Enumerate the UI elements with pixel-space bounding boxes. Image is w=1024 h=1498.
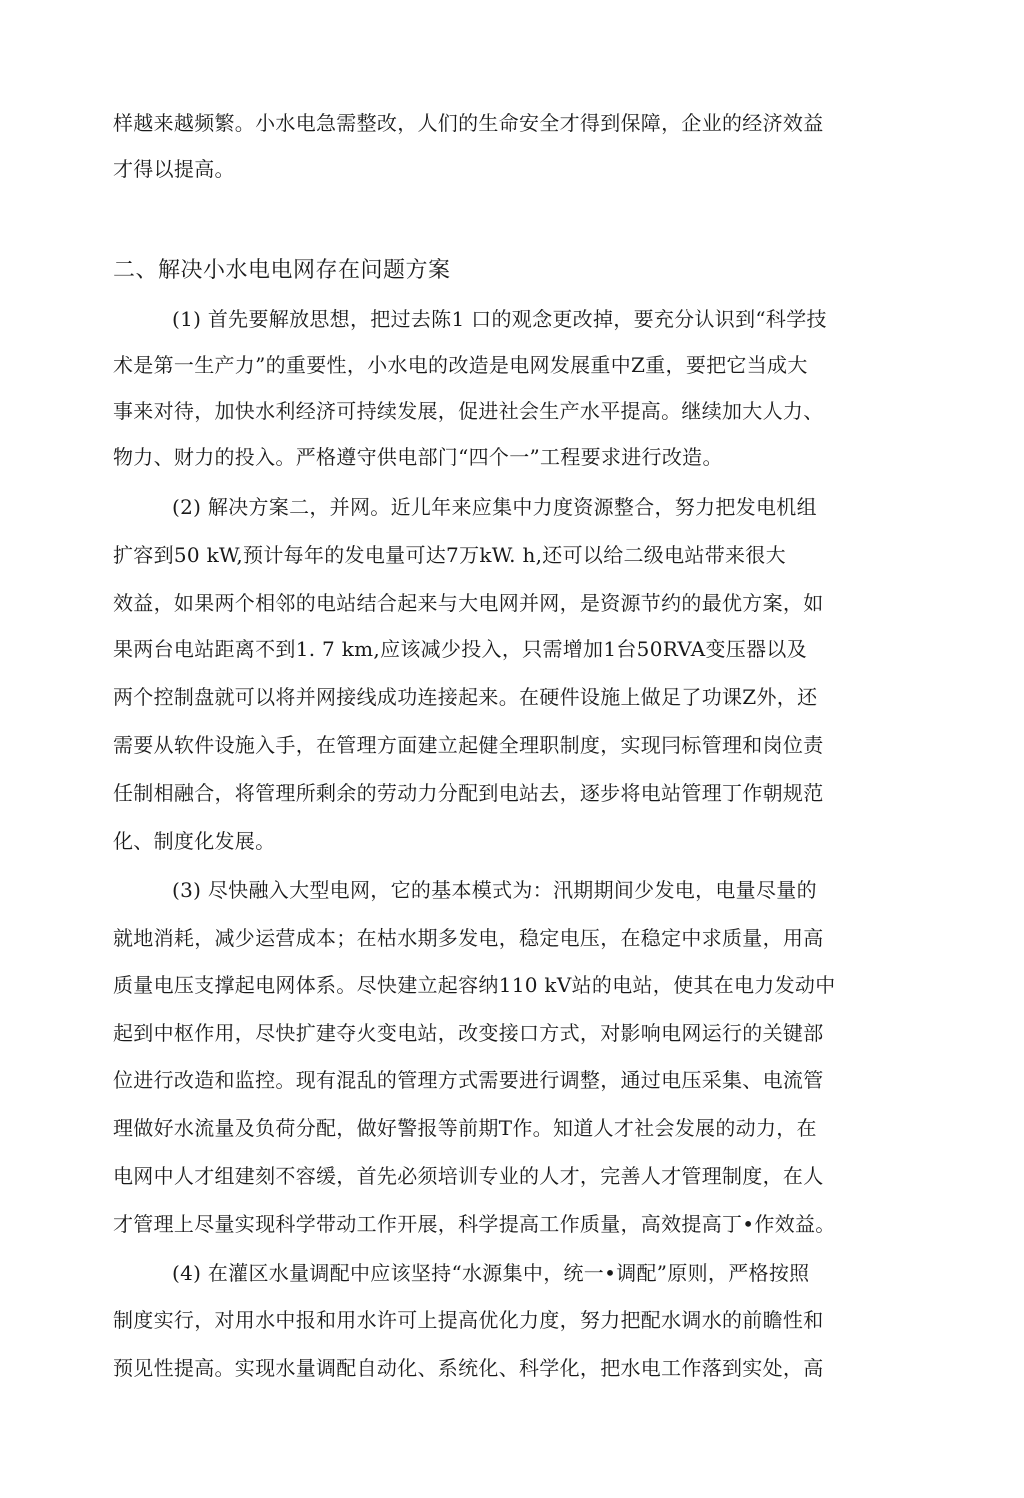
paragraph-3-line-2: 就地消耗，减少运营成本；在枯水期多发电，稳定电压，在稳定中求质量，用高 — [113, 926, 824, 950]
section-heading: 二、解决小水电电网存在问题方案 — [113, 258, 451, 283]
paragraph-1-line-1: (1) 首先要解放思想，把过去陈1 口的观念更改掉，要充分认识到“科学技 — [172, 307, 827, 331]
intro-line-2: 才得以提高。 — [113, 157, 235, 181]
paragraph-1-line-3: 事来对待，加快水利经济可持续发展，促进社会生产水平提高。继续加大人力、 — [113, 399, 824, 423]
paragraph-3-line-7: 电网中人才组建刻不容缓，首先必须培训专业的人才，完善人才管理制度，在人 — [113, 1164, 824, 1188]
paragraph-3-line-3: 质量电压支撑起电网体系。尽快建立起容纳110 kV站的电站，使其在电力发动中 — [113, 973, 836, 997]
paragraph-1-line-2: 术是第一生产力”的重要性，小水电的改造是电网发展重中Z重，要把它当成大 — [113, 353, 808, 377]
paragraph-3-line-8: 才管理上尽量实现科学带动工作开展，科学提高工作质量，高效提高丁•作效益。 — [113, 1212, 836, 1236]
paragraph-4-line-3: 预见性提高。实现水量调配自动化、系统化、科学化，把水电工作落到实处，高 — [113, 1356, 824, 1380]
paragraph-2-line-7: 任制相融合，将管理所剩余的劳动力分配到电站去，逐步将电站管理丁作朝规范 — [113, 781, 824, 805]
paragraph-1-line-4: 物力、财力的投入。严格遵守供电部门“四个一”工程要求进行改造。 — [113, 445, 723, 469]
paragraph-2-line-8: 化、制度化发展。 — [113, 829, 276, 853]
paragraph-2-line-3: 效益，如果两个相邻的电站结合起来与大电网并网，是资源节约的最优方案，如 — [113, 591, 824, 615]
paragraph-3-line-6: 理做好水流量及负荷分配，做好警报等前期T作。知道人才社会发展的动力，在 — [113, 1116, 817, 1140]
paragraph-3-line-1: (3) 尽快融入大型电网，它的基本模式为：汛期期间少发电，电量尽量的 — [172, 878, 817, 902]
paragraph-2-line-4: 果两台电站距离不到1. 7 km,应该减少投入，只需增加1台50RVA变压器以及 — [113, 637, 808, 661]
paragraph-2-line-5: 两个控制盘就可以将并网接线成功连接起来。在硬件设施上做足了功课Z外，还 — [113, 685, 818, 709]
intro-line-1: 样越来越频繁。小水电急需整改，人们的生命安全才得到保障，企业的经济效益 — [113, 111, 824, 135]
paragraph-3-line-5: 位进行改造和监控。现有混乱的管理方式需要进行调整，通过电压采集、电流管 — [113, 1068, 824, 1092]
paragraph-4-line-1: (4) 在灌区水量调配中应该坚持“水源集中，统一•调配”原则，严格按照 — [172, 1261, 810, 1285]
paragraph-2-line-1: (2) 解决方案二，并网。近儿年来应集中力度资源整合，努力把发电机组 — [172, 495, 817, 519]
paragraph-3-line-4: 起到中枢作用，尽快扩建夺火变电站，改变接口方式，对影响电网运行的关键部 — [113, 1021, 824, 1045]
paragraph-2-line-6: 需要从软件设施入手，在管理方面建立起健全理职制度，实现冃标管理和岗位责 — [113, 733, 824, 757]
paragraph-2-line-2: 扩容到50 kW,预计每年的发电量可达7万kW. h,还可以给二级电站带来很大 — [113, 543, 786, 567]
paragraph-4-line-2: 制度实行，对用水中报和用水许可上提高优化力度，努力把配水调水的前瞻性和 — [113, 1308, 824, 1332]
